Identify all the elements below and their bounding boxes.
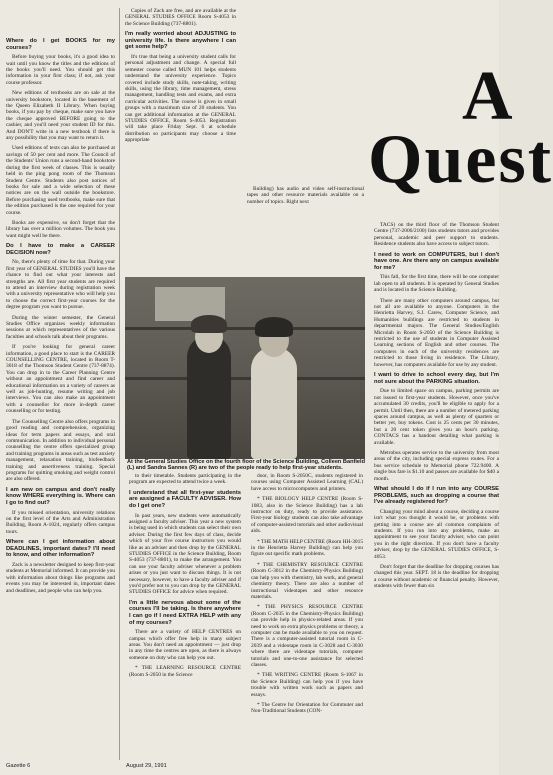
photo-caption: At the General Studies Office on the fourth floor of the Science Building, Colleen Banfield (L) and Sandra Sannes (R) are two of the people ready to help first-year students. (127, 459, 365, 472)
paragraph: * THE WRITING CENTRE (Room S-1067 in the Science Building) can help you if you have trouble with written work such as papers and essays. (251, 672, 363, 698)
paragraph: The Counselling Centre also offers programs in good reading and comprehension, organizing ideas for term papers and essays, and oral communication. In addition to individual personal counselling the centre offers specialized group and training programs in areas such as test anxiety management, relaxation training, biofeedback training and assertiveness training. Special programs for quitting smoking and weight control are also offered. (6, 418, 115, 483)
person-left (187, 335, 231, 459)
paragraph: If you missed orientation, university relations on the first level of the Arts and Administration Building, Room A-1024, regularly offers campus tours. (6, 509, 115, 535)
paragraph: * THE PHYSICS RESOURCE CENTRE (Room C-2035 in the Chemistry-Physics Building) can provide help in physics-related areas. If you need to work on extra physics problems or theory, a computer can be made available to you on request. There is a computer-assisted tutorial room in C-2039 and a videotape room in C-3028 and C-3030 where there are videotape tutorials, computer tutorials and one-to-one assistance for selected classes. (251, 604, 363, 668)
headline-part-2: Quest (368, 121, 553, 198)
paragraph: If you're looking for general career information, a good place to start is the CAREER COUNSELLING CENTRE, located in Room T-3018 of the Thomson Student Centre (737-8874). You can drop in to the Career Planning Centre without an appointment and find career and educational information on a variety of careers as well as job-hunting, resume writing and job interviews. You can also make an appointment with a counsellor for more in-depth career counselling or for testing. (6, 344, 115, 415)
column-4 (129, 473, 241, 682)
shelf (125, 327, 365, 330)
paragraph: Zack is a newsletter designed to keep first-year students at Memorial informed. It can provide you with information about things like programs and events you may be interested in, important dates and deadlines, and people who can help you. (6, 561, 115, 594)
paragraph: There are a variety of HELP CENTRES on campus which offer free help in many subject areas. You don't need an appointment — just drop in any time the centres are open, as there is always someone on duty who can help you out. (129, 629, 241, 661)
question-heading: Where do I get BOOKS for my courses? (6, 38, 115, 51)
paragraph: This fall, for the first time, there will be one computer lab open to all students. It is operated by General Studies and is located in the Science Building. (374, 274, 499, 294)
staff-photo (125, 277, 365, 459)
paragraph: TACS) on the third floor of the Thomson Student Centre (737-2006/2100) lists students tutors and provides personal, academic and peer support to students. Residence students also have access to subject tutors. (374, 222, 499, 248)
paragraph: Metrobus operates service to the university from most areas of the city, including special express routes. For a bus service schedule to Memorial phone 722.9400. A single bus fare is $1.10 and passes are available for $40 a month. (374, 449, 499, 482)
paragraph: There are many other computers around campus, but not all are available to anyone. Computers in the Henrietta Harvey, S.J. Carew, Computer Science, and Humanities buildings are restricted to students in departmental majors. The General Studies/English Microlab in Room S-2050 of the Science Building is restricted to the use of students in Computer Assisted Learning sections of English and other courses. The computers in each of the university residences are restricted to those living in residence. The Library, however, has computers available for use by any student. (374, 297, 499, 368)
paragraph: * THE LEARNING RESOURCE CENTRE (Room S-2050 in the Science (129, 665, 241, 678)
person-right-hair (255, 317, 293, 337)
paragraph: Books are expensive, so don't forget that the library has over a million volumes. The book you want might well be there. (6, 219, 115, 239)
shelf (125, 377, 365, 380)
paragraph: * THE BIOLOGY HELP CENTRE (Room S-1083, also in the Science Building) has a lab instructor on duty, ready to provide assistance. First-year biology students can also take advantage of computer-assisted tutorials and other audiovisual aids. (251, 496, 363, 535)
paragraph: No, there's plenty of time for that. During your first year of GENERAL STUDIES you'll have the chance to find out what your interests and strengths are. All first year students are required to attend an interview during registration week with a university representative who will help you to choose the correct first-year courses for the degree program you want to pursue. (6, 259, 115, 311)
question-heading: I want to drive to school every day, but I'm not sure about the PARKING situation. (374, 372, 499, 385)
question-heading: I understand that all first-year students are assigned a FACULTY ADVISER. How do I get one? (129, 489, 241, 509)
paragraph: Due to limited space on campus, parking permits are not issued to first-year students. However, once you've accumulated 30 credits, you'll be eligible to apply for a permit. Until then, there are a number of metered parking spaces around campus, as well as plenty of quarters or better yet, buy tokens. Cost is 25 cents per 30 minutes, but a 20 cent token gives you an hour's parking. CONTACS has a handout detailing what parking is available. (374, 388, 499, 446)
person-left-hair (191, 315, 227, 333)
person-right (251, 347, 297, 459)
question-heading: Where can I get information about DEADLINES, important dates? I'll need to know, and other information? (6, 539, 115, 559)
question-heading: I am new on campus and don't really know WHERE everything is. Where can I go to find out? (6, 486, 115, 506)
column-rule (119, 8, 120, 760)
column-1 (6, 36, 115, 598)
column-5 (251, 473, 363, 719)
paragraph: Changing your mind about a course, deciding a course isn't what you thought it would be, or problems with getting into a course are all common complaints of students. If you run into any problems, make an appointment to see your faculty adviser, who can point you in the right direction. If you don't have a faculty adviser, drop by the GENERAL STUDIES OFFICE, S-4053. (374, 508, 499, 560)
paragraph: New editions of textbooks are on sale at the university bookstore, located in the basement of the Queen Elizabeth II Library. When buying books, if you pay by cheque, make sure you have the cheque approved BEFORE going to the cashier, and you'll need your student ID for this. And DON'T write in a new textbook if there is any possibility that you may want to return it. (6, 90, 115, 142)
headline-part-1: A (462, 58, 515, 135)
paragraph: door, in Room S-2050C, students registered in courses using Computer Assisted Learning (CAL) have access to microcomputers and printers. (251, 473, 363, 492)
paragraph: It's true that being a university student calls for personal adjustment and change. A special full semester course called MUN 101 helps students understand the university experience. Topics covered include study skills, note-taking, writing skills, using the library, time management, stress management, handling tests and exams, and extra curricular activities. The course is given in small groups with a maximum size of 20 students. You can get additional information at the GENERAL STUDIES OFFICE, Room S-4053. Registration will take place Friday Sept. 6 at schedule distribution so participants may choose a time appropriate (125, 54, 236, 144)
question-heading: I need to work on COMPUTERS, but I don't have one. Are there any on campus available for me? (374, 251, 499, 271)
column-2 (125, 8, 236, 148)
question-heading: I'm a little nervous about some of the courses I'll be taking. Is there anywhere I can go if I need EXTRA HELP with any of my courses? (129, 599, 241, 626)
issue-date: August 29, 1991 (126, 763, 167, 769)
paragraph: Before buying your books, it's a good idea to wait until you know the titles and the editions of the books you'll need. You should get this information in your first class; if not, ask your course professor. (6, 54, 115, 86)
paragraph: Used editions of texts can also be purchased at savings of 50 per cent and more. The Council of the Students' Union runs a second-hand bookstore during the first week of classes. This is usually held in the ping pong room of the Thomson Student Centre. Students also post notices of books for sale and a wide selection of these notices are on the wall outside the bookstore. Before purchasing used textbooks, make sure that the edition purchased is the one required for your course. (6, 145, 115, 216)
paragraph: to their timetable. Students participating in the program are expected to attend twice a week. (129, 473, 241, 486)
question-heading: I'm really worried about ADJUSTING to university life. Is there anywhere I can get some help? (125, 31, 236, 51)
question-heading: Do I have to make a CAREER DECISION now? (6, 243, 115, 256)
paragraph: In past years, new students were automatically assigned a faculty adviser. This year a new system is being used in which students can select their own adviser. During the first few days of class, decide which of your five course instructors you would like as an adviser and then drop by the GENERAL STUDIES OFFICE in the Science Building, Room S-4053 (737-8801), to make the arrangement. You can use your faculty adviser whenever a problem arises or you just want to discuss things. It is not necessary, however, to have a faculty adviser and if you'd prefer not to you can drop by the GENERAL STUDIES OFFICE for advice when required. (129, 512, 241, 596)
paragraph: During the winter semester, the General Studies Office organizes weekly information sessions at which representatives of the various faculties and schools talk about their programs. (6, 314, 115, 340)
column-3 (247, 186, 364, 209)
page-number: Gazette 6 (6, 763, 31, 769)
question-heading: What should I do if I run into any COURSE PROBLEMS, such as dropping a course that I've already registered for? (374, 485, 499, 506)
paragraph: * THE MATH HELP CENTRE (Room HH-3015 in the Henrietta Harvey Building) can help you figure out specific math problems. (251, 538, 364, 558)
paragraph: * The Centre for Orientation for Commuter and Non-Traditional Students (CON- (251, 702, 363, 715)
paragraph: Building) has audio and video self-instructional tapes and other resource materials available on a number of topics. Right next (247, 186, 364, 205)
paragraph: * THE CHEMISTRY RESOURCE CENTRE (Room C-3012 in the Chemistry-Physics Building) can help you with chemistry, lab work, and general chemistry theory. There are also a number of instructional videotapes and other resource materials. (251, 561, 363, 600)
paragraph: Copies of Zack are free, and are available at the GENERAL STUDIES OFFICE Room S-4053 in the Science Building (737-8801). (125, 8, 236, 27)
column-6 (374, 222, 499, 594)
paragraph: Don't forget that the deadline for dropping courses has changed this year. SEPT. 18 is the deadline for dropping a course without academic or financial penalty. However, students with fewer than six (374, 564, 499, 590)
